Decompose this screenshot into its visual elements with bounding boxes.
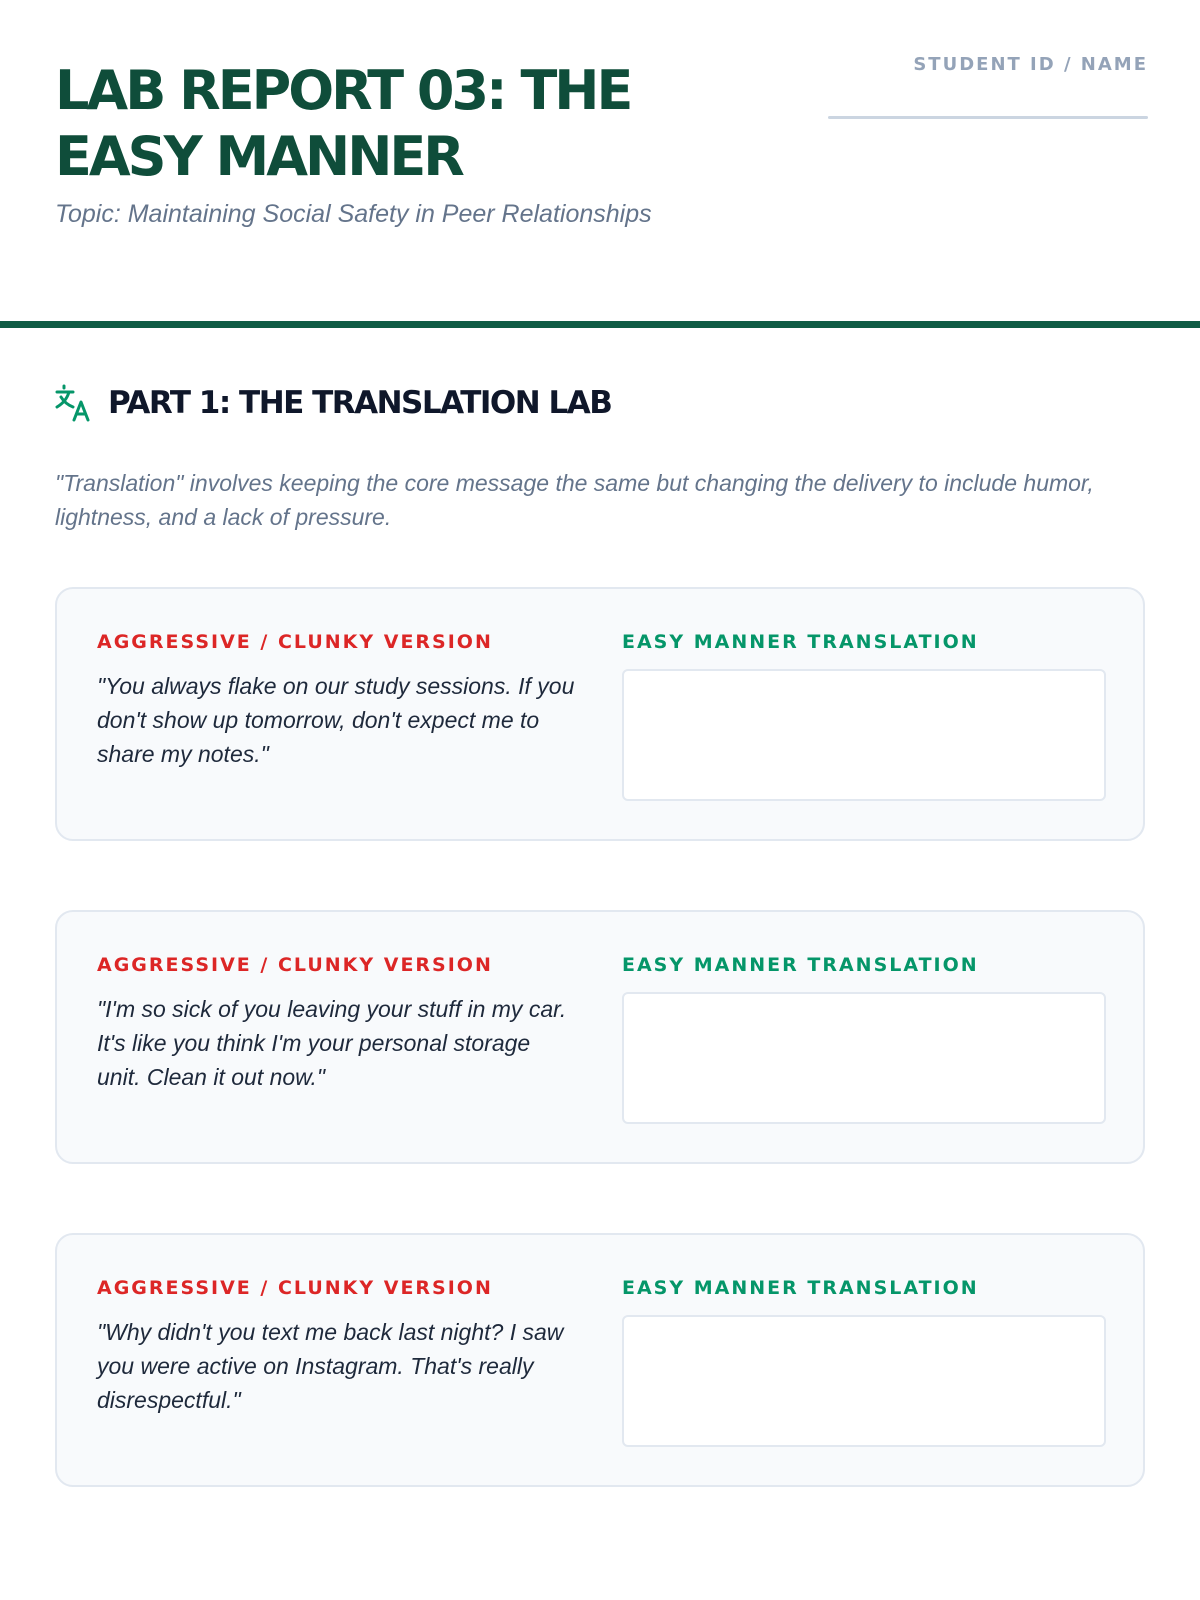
aggressive-column: [97, 629, 577, 771]
translation-column: [622, 1275, 1108, 1447]
header-divider: [0, 321, 1200, 328]
part1-title: PART 1: THE TRANSLATION LAB: [108, 385, 612, 421]
translation-label: EASY MANNER TRANSLATION: [622, 631, 979, 653]
translation-label: EASY MANNER TRANSLATION: [622, 954, 979, 976]
part1-heading: [55, 383, 611, 423]
aggressive-column: [97, 952, 577, 1094]
translation-card: [55, 910, 1145, 1164]
student-id-field[interactable]: [828, 116, 1148, 119]
page-title: LAB REPORT 03: THE EASY MANNER: [55, 59, 631, 188]
translation-card: [55, 587, 1145, 841]
student-id-block: [828, 52, 1148, 119]
translation-column: [622, 629, 1108, 801]
translation-answer-box[interactable]: [622, 1315, 1106, 1447]
student-id-label: STUDENT ID / NAME: [913, 54, 1148, 75]
aggressive-label: AGGRESSIVE / CLUNKY VERSION: [97, 954, 493, 976]
page-subtitle: Topic: Maintaining Social Safety in Peer Relationships: [55, 200, 652, 228]
translation-card: [55, 1233, 1145, 1487]
aggressive-quote: "You always flake on our study sessions. If you don't show up tomorrow, don't expect me to share my notes.": [97, 673, 575, 767]
translation-column: [622, 952, 1108, 1124]
translation-answer-box[interactable]: [622, 669, 1106, 801]
part1-intro: "Translation" involves keeping the core message the same but changing the delivery to include humor, lightness, and a lack of pressure.: [55, 470, 1094, 530]
translation-answer-box[interactable]: [622, 992, 1106, 1124]
aggressive-label: AGGRESSIVE / CLUNKY VERSION: [97, 631, 493, 653]
translation-label: EASY MANNER TRANSLATION: [622, 1277, 979, 1299]
aggressive-quote: "Why didn't you text me back last night? I saw you were active on Instagram. That's really disrespectful.": [97, 1319, 564, 1413]
aggressive-column: [97, 1275, 577, 1417]
aggressive-quote: "I'm so sick of you leaving your stuff in my car. It's like you think I'm your personal storage unit. Clean it out now.": [97, 996, 567, 1090]
translate-icon: [55, 383, 93, 423]
aggressive-label: AGGRESSIVE / CLUNKY VERSION: [97, 1277, 493, 1299]
